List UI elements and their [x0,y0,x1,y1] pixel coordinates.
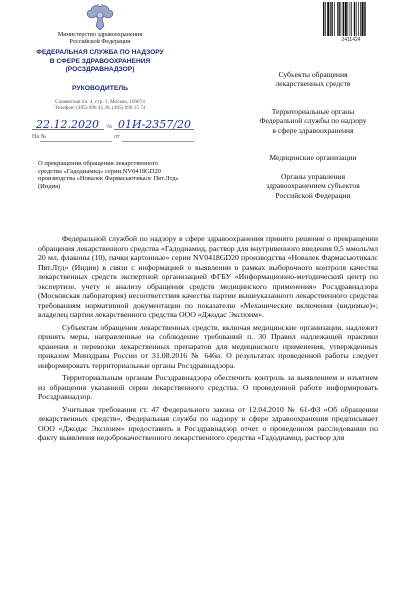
agency-line: ФЕДЕРАЛЬНАЯ СЛУЖБА ПО НАДЗОРУ [36,49,164,56]
recipient-block [248,107,378,135]
recipient-block [248,172,378,200]
barcode-bar [343,2,344,36]
ref-from-underline [122,141,194,142]
head-title: РУКОВОДИТЕЛЬ [71,85,129,92]
ministry-name [0,31,200,45]
barcode-bar [341,2,342,36]
barcode-bar [350,2,351,36]
ministry-line: Министерство здравоохранения [57,31,143,38]
barcode-bar [331,2,332,36]
subject-line: средства «Гадодиамид» серии NV0418GD20 [38,167,161,175]
coat-of-arms-icon [85,4,115,31]
barcode-bar [337,2,338,36]
outgoing-date-number-row [30,118,200,132]
recipient-line: Медицинские организации [269,153,357,162]
subject-line: производства «Новалек Фармасьютикалс Пвт.Лтд» [38,175,179,183]
recipient-line: лекарственных средств [275,79,351,89]
barcode-bar [362,2,364,36]
number-underline [114,129,194,130]
recipient-line: здравоохранением субъектов [266,181,360,191]
body-paragraph: Территориальным органам Росздравнадзора обеспечить контроль за выявлением и изъятием из обращения указанной серии лекарственного средства. О проведенной работе информировать Росздравнадзор. [38,373,378,401]
address-line: Телефон: (495) 698 45 38, (495) 698 15 74 [54,105,146,112]
recipient-line: Субъекты обращения [278,70,348,79]
barcode [322,2,380,36]
reference-row [30,134,200,144]
barcode-bar [345,2,347,36]
agency-address [0,99,200,112]
handwritten-number: 01И-2357/20 [118,118,192,131]
recipient-block [248,70,378,89]
barcode-bar [351,2,352,36]
recipient-block [248,153,378,162]
recipient-line: Органы управления [280,172,346,181]
subject-line: О прекращении обращения лекарственного [38,160,159,167]
date-underline [32,129,104,130]
agency-line: В СФЕРЕ ЗДРАВООХРАНЕНИЯ [49,57,151,65]
handwritten-date: 22.12.2020 [36,118,99,131]
barcode-bar [325,2,326,36]
ref-from-label: от [114,134,120,140]
barcode-bar [364,2,365,36]
barcode-bar [330,2,331,36]
body-paragraph: Федеральной службой по надзору в сфере здравоохранения принято решение о прекращении обращения лекарственного средства «Гадодиамид, раствор для внутривенного введения 0,5 ммоль/мл 20 мл, флаконы (10), пачки картонные» серии NV0418GD20 производства «Новалек Фармасьютикалс Пвт.Лтд» (Индия) в связи с информацией о выявлении в рамках выборочного контроля качества лекарственных средств экспертной организацией ФГБУ «Информационно-методический центр по экспертизе, учету и анализу обращения средств медицинского применения» Росздравнадзора (Московская лаборатория) несоответствия качества партии вышеуказанного лекарственного средства требованиям нормативной документации по показателю «Механические включения (видимые)»; владелец партии лекарственного средства ООО «Джодас Экспоим». [38,234,378,319]
barcode-bar [348,2,349,36]
barcode-bar [327,2,329,36]
recipient-line: Российской Федерации [275,190,351,200]
recipient-line: Федеральной службы по надзору [259,116,367,126]
barcode-bar [358,2,359,36]
recipient-line: Территориальные органы [271,107,355,116]
barcode-bar [323,2,324,36]
barcode-bar [354,2,355,36]
barcode-bar [360,2,361,36]
subject-line: (Индия) [38,183,61,191]
body-paragraph: Субъектам обращения лекарственных средств, включая медицинские организации, надлежит принять меры, направленные на соблюдение требований п. 30 Правил надлежащей практики хранения и перевозки лекарственных препаратов для медицинского применения, утвержденных приказом Минздрава России от 31.08.2016 № 646н. О результатах проведенной работы следует информировать территориальные органы Росздравнадзора. [38,322,378,370]
recipient-line: в сфере здравоохранения [272,125,354,135]
ministry-line: Российской Федерации [69,38,131,45]
barcode-bar [334,2,335,36]
agency-line: (РОСЗДРАВНАДЗОР) [65,66,135,74]
ref-no-underline [40,141,112,142]
body-paragraph: Учитывая требования ст. 47 Федерального закона от 12.04.2010 № 61-ФЗ «Об обращении лекарственных средств», Федеральная служба по надзору в сфере здравоохранения предписывает ООО «Джодас Экспоим» предоставить в Росздравнадзор отчет о проведенном расследовании по факту выявления недоброкачественного лекарственного средства «Гадодиамид, раствор для [38,404,378,442]
ref-no-label: На № [32,134,47,140]
address-line: Славянская пл. 4, стр. 1, Москва, 109074 [55,99,145,105]
letter-subject [38,160,188,191]
letter-body [38,234,378,446]
agency-name [0,49,200,75]
barcode-number: 2411424 [341,37,361,43]
number-label: № [107,124,113,130]
barcode-bar [356,2,357,36]
barcode-bar [338,2,339,36]
